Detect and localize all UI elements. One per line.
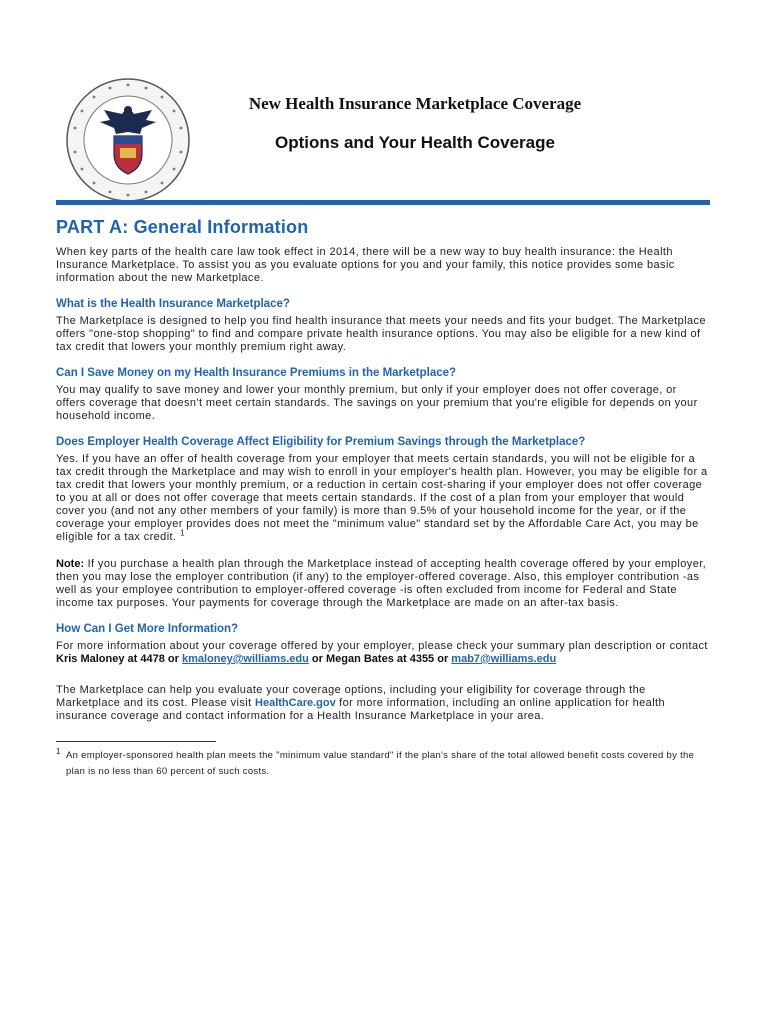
eligibility-question-heading: Does Employer Health Coverage Affect Eligibility for Premium Savings through the Marketplace? (56, 436, 586, 448)
contact-megan: or Megan Bates at 4355 or (308, 653, 452, 665)
page-title: New Health Insurance Marketplace Coverage (248, 94, 582, 113)
footnote-reference[interactable]: 1 (179, 528, 185, 538)
more-info-contact-paragraph (56, 640, 708, 666)
email-link-kmaloney[interactable]: kmaloney@williams.edu (181, 653, 309, 665)
footnote-divider (56, 741, 216, 742)
healthcare-gov-link[interactable]: HealthCare.gov (255, 697, 336, 709)
marketplace-help-paragraph (56, 684, 708, 723)
eligibility-answer-text: Yes. If you have an offer of health coverage from your employer that meets certain standards, you will not be eligible for a tax credit through the Marketplace and may wish to enroll in your employer's health plan. However, you may be eligible for a tax credit that lowers your monthly premium, or a reduction in certain cost-sharing if your employer does not offer coverage to you at all or does not offer coverage that meets certain standards. If the cost of a plan from your employer that would cover you (and not any other members of your family) is more than 9.5% of your household income for the year, or if the coverage your employer provides does not meet the "minimum value" standard set by the Affordable Care Act, you may be eligible for a tax credit. (56, 453, 708, 543)
document-body (56, 216, 708, 780)
save-money-answer: You may qualify to save money and lower your monthly premium, but only if your employer does not offer coverage, or offers coverage that doesn't meet certain standards. The savings on your premium that you're eligible for depends on your household income. (56, 384, 698, 422)
marketplace-answer: The Marketplace is designed to help you find health insurance that meets your needs and fits your budget. The Marketplace offers "one-stop shopping" to find and compare private health insurance options. You may also be eligible for a new kind of tax credit that lowers your monthly premium right away. (56, 315, 706, 353)
marketplace-help-text: The Marketplace can help you evaluate your coverage options, including your eligibility for coverage through the Marketplace and its cost. Please visit (56, 684, 646, 709)
note-paragraph (56, 558, 708, 610)
eligibility-answer (56, 453, 708, 544)
note-label: Note: (56, 558, 85, 570)
part-a-intro: When key parts of the health care law took effect in 2014, there will be a new way to buy health insurance: the Health Insurance Marketplace. To assist you as you evaluate options for you and your family, this notice provides some basic information about the new Marketplace. (56, 246, 675, 284)
email-link-mab7[interactable]: mab7@williams.edu (451, 653, 557, 665)
footnote (56, 748, 708, 780)
footnote-text: An employer-sponsored health plan meets the "minimum value standard" if the plan's share of the total allowed benefit costs covered by the plan is no less than 60 percent of such costs. (66, 750, 695, 777)
note-text: If you purchase a health plan through the Marketplace instead of accepting health coverage offered by your employer, then you may lose the employer contribution (if any) to the employer-offered coverage. Also, this employer contribution -as well as your employee contribution to employer-offered coverage -is often excluded from income for Federal and State income tax purposes. Your payments for coverage through the Marketplace are made on an after-tax basis. (56, 558, 707, 609)
more-info-question-heading: How Can I Get More Information? (56, 623, 239, 635)
contact-kris: Kris Maloney at 4478 or (56, 653, 182, 665)
marketplace-help-text-end: for more information, including an online application for health insurance coverage and contact information for a Health Insurance Marketplace in your area. (56, 697, 666, 722)
more-info-text: For more information about your coverage offered by your employer, please check your summary plan description or contact (56, 640, 708, 652)
footnote-number: 1 (56, 746, 61, 756)
header-divider (56, 200, 710, 205)
part-a-heading: PART A: General Information (56, 217, 309, 237)
dept-labor-seal-icon (64, 76, 192, 204)
page-subtitle: Options and Your Health Coverage (275, 133, 555, 152)
marketplace-question-heading: What is the Health Insurance Marketplace? (56, 298, 290, 310)
save-money-question-heading: Can I Save Money on my Health Insurance Premiums in the Marketplace? (56, 367, 457, 379)
